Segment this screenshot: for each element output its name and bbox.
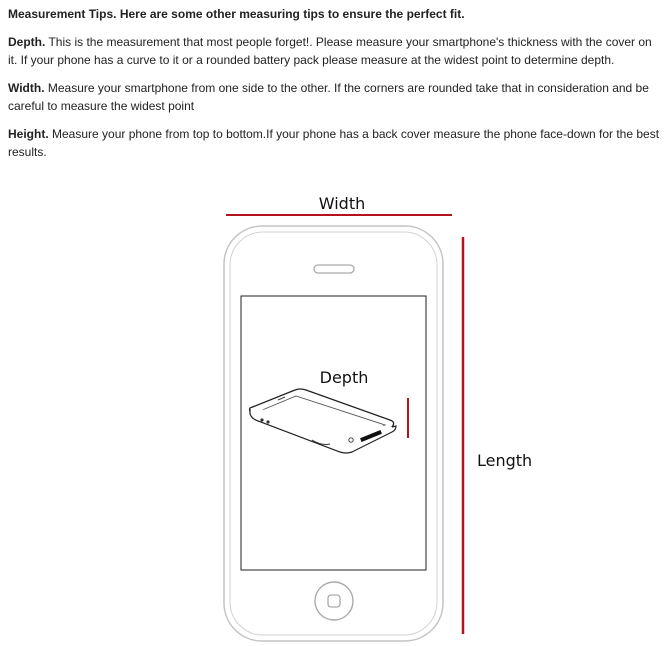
tip-width-text: Measure your smartphone from one side to the other. If the corners are rounded take that in consideration and be careful to measure the widest point (8, 81, 649, 113)
page-heading: Measurement Tips. Here are some other measuring tips to ensure the perfect fit. (8, 7, 465, 21)
tip-height-term: Height. (8, 127, 49, 141)
tip-depth-text: This is the measurement that most people forget!. Please measure your smartphone's thickness with the cover on it. If your phone has a curve to it or a rounded battery pack please measure at the widest point to determine depth. (8, 35, 652, 67)
tip-depth-term: Depth. (8, 35, 46, 49)
tip-height-text: Measure your phone from top to bottom.If your phone has a back cover measure the phone face-down for the best results. (8, 127, 660, 159)
tilted-phone-illustration (250, 389, 396, 453)
depth-label: Depth (319, 368, 369, 387)
length-label: Length (477, 451, 533, 470)
home-button (315, 582, 353, 620)
home-button-icon (328, 595, 340, 607)
width-label: Width (318, 194, 366, 213)
speaker-slot (314, 265, 354, 273)
tip-width-term: Width. (8, 81, 45, 95)
